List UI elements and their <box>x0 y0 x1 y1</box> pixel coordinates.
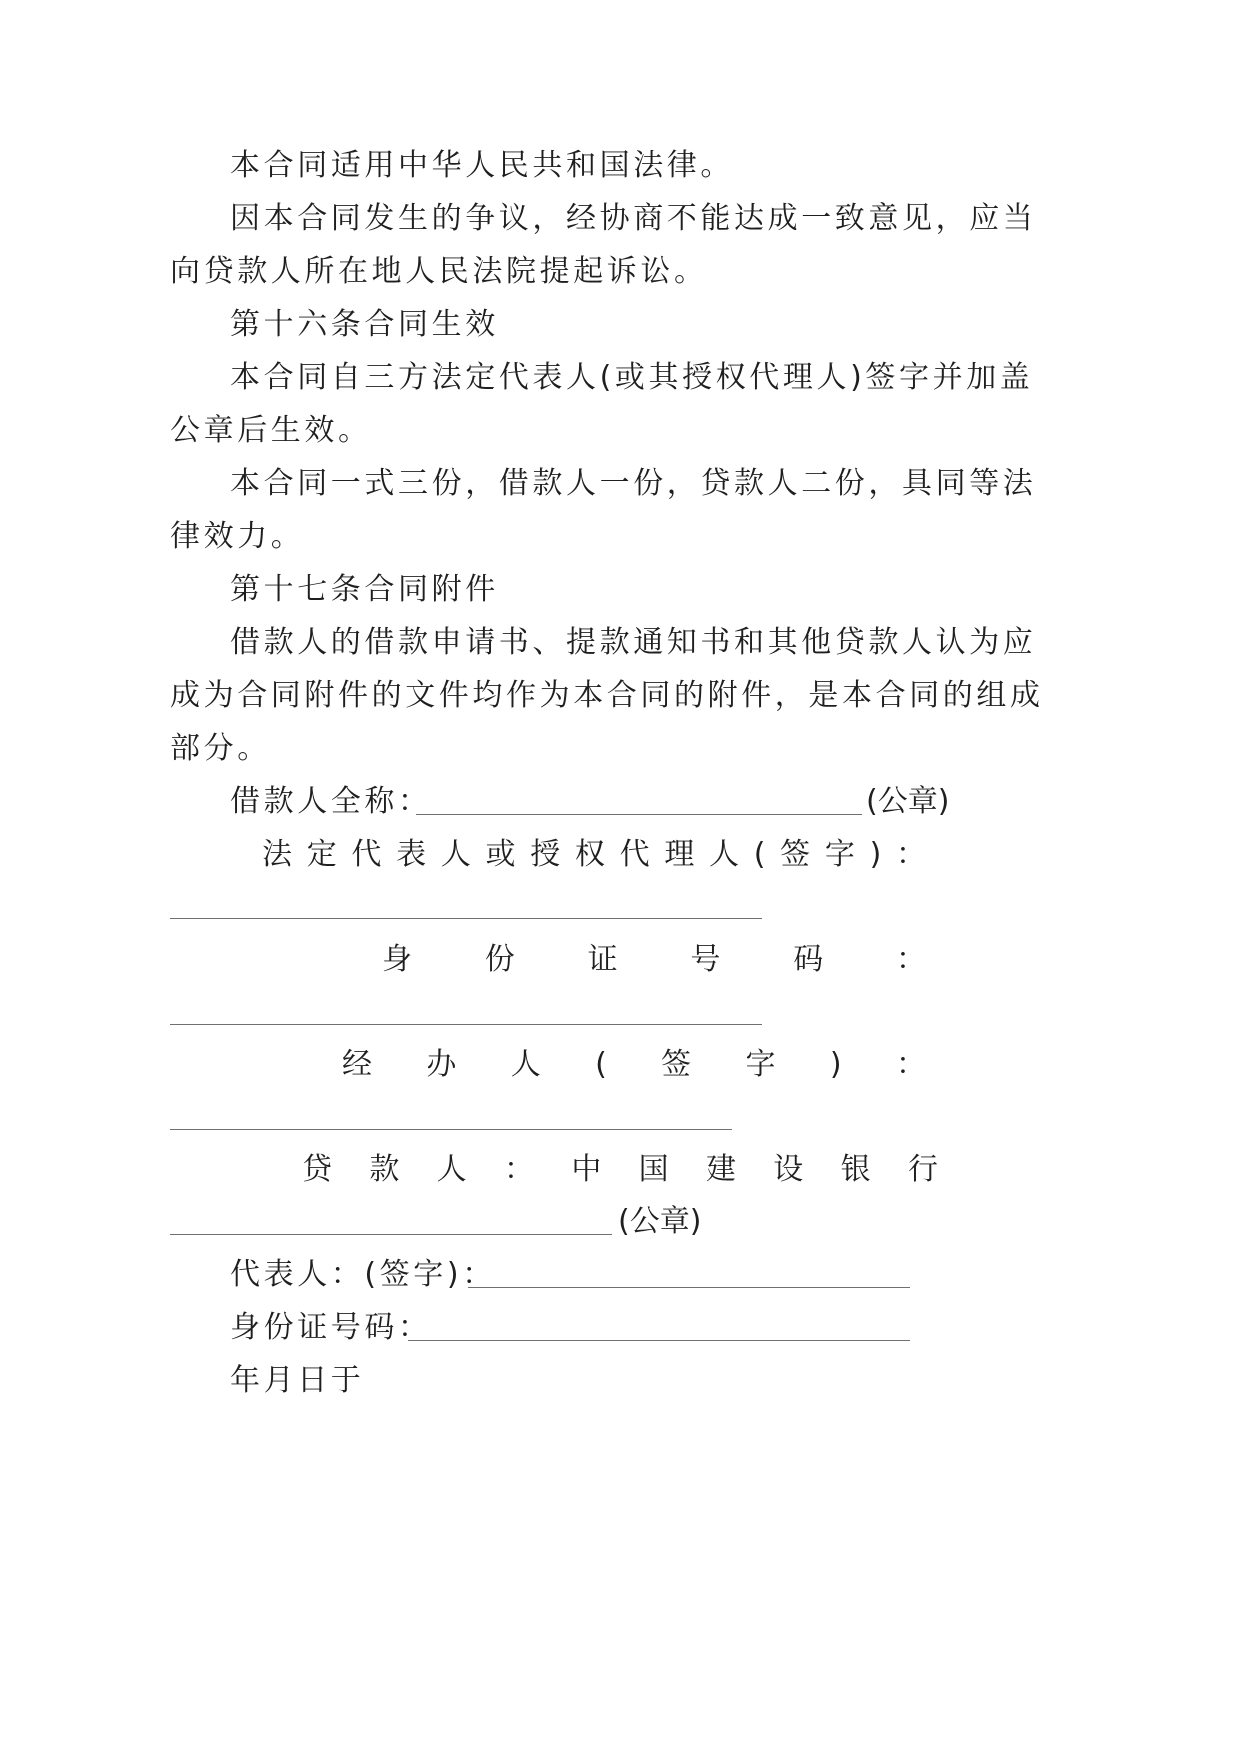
label-char: ( <box>595 1047 607 1082</box>
attachment-clause-line3: 部分。 <box>170 731 271 766</box>
label-char: 或 <box>485 837 516 872</box>
borrower-seal-label: (公章) <box>866 784 950 819</box>
label-char: 身 <box>382 942 412 977</box>
label-char: 人 <box>510 1047 541 1082</box>
handler-label <box>342 1047 926 1083</box>
label-char: ) <box>829 1047 842 1082</box>
representative-label: 代表人：(签字)： <box>230 1257 496 1292</box>
legal-rep-label <box>262 837 926 873</box>
label-char: 理 <box>664 837 695 872</box>
label-char: 签 <box>780 837 811 872</box>
label-char: 贷 <box>302 1152 332 1187</box>
borrower-name-label: 借款人全称： <box>230 784 432 819</box>
label-char: ： <box>895 837 926 872</box>
label-char: 字 <box>824 837 855 872</box>
label-char: 行 <box>907 1152 938 1187</box>
label-char: 权 <box>574 837 605 872</box>
lender-seal-label: (公章) <box>618 1204 702 1239</box>
label-char: ) <box>869 837 882 872</box>
label-char: ： <box>895 942 926 977</box>
dispute-clause-line2: 向贷款人所在地人民法院提起诉讼。 <box>170 254 708 289</box>
label-char: 份 <box>484 942 515 977</box>
attachment-clause-line1: 借款人的借款申请书、提款通知书和其他贷款人认为应 <box>230 625 1037 660</box>
legal-rep-blank <box>170 918 762 919</box>
label-char: 证 <box>587 942 618 977</box>
label-char: ： <box>503 1152 534 1187</box>
borrower-id-blank <box>170 1024 762 1025</box>
article-17-title: 第十七条合同附件 <box>230 572 499 607</box>
handler-blank <box>170 1129 732 1130</box>
effect-clause-line1: 本合同自三方法定代表人(或其授权代理人)签字并加盖 <box>230 360 1034 395</box>
law-clause: 本合同适用中华人民共和国法律。 <box>230 148 734 183</box>
label-char: 国 <box>638 1152 669 1187</box>
representative-id-label: 身份证号码： <box>230 1310 432 1345</box>
label-char: 办 <box>426 1047 457 1082</box>
copies-clause-line1: 本合同一式三份，借款人一份，贷款人二份，具同等法 <box>230 466 1037 501</box>
label-char: 人 <box>709 837 740 872</box>
borrower-name-blank <box>416 814 862 815</box>
label-char: 建 <box>705 1152 736 1187</box>
date-label: 年月日于 <box>230 1363 365 1398</box>
label-char: 中 <box>571 1152 602 1187</box>
label-char: 设 <box>773 1152 804 1187</box>
label-char: 签 <box>661 1047 692 1082</box>
label-char: 人 <box>436 1152 467 1187</box>
label-char: 定 <box>306 837 337 872</box>
label-char: 字 <box>745 1047 776 1082</box>
label-char: 款 <box>369 1152 400 1187</box>
label-char: 码 <box>793 942 824 977</box>
dispute-clause-line1: 因本合同发生的争议，经协商不能达成一致意见，应当 <box>230 201 1037 236</box>
article-16-title: 第十六条合同生效 <box>230 307 499 342</box>
label-char: 授 <box>530 837 561 872</box>
label-char: 代 <box>619 837 650 872</box>
effect-clause-line2: 公章后生效。 <box>170 413 372 448</box>
label-char: ( <box>753 837 766 872</box>
label-char: 号 <box>690 942 721 977</box>
lender-label <box>302 1152 938 1188</box>
borrower-id-label <box>382 942 926 978</box>
representative-id-blank <box>408 1340 910 1341</box>
label-char: 经 <box>342 1047 372 1082</box>
label-char: 银 <box>840 1152 871 1187</box>
attachment-clause-line2: 成为合同附件的文件均作为本合同的附件，是本合同的组成 <box>170 678 1044 713</box>
label-char: 人 <box>440 837 471 872</box>
label-char: ： <box>895 1047 926 1082</box>
label-char: 代 <box>351 837 382 872</box>
label-char: 法 <box>262 837 292 872</box>
copies-clause-line2: 律效力。 <box>170 519 305 554</box>
lender-name-blank <box>170 1234 612 1235</box>
label-char: 表 <box>396 837 427 872</box>
representative-blank <box>468 1287 910 1288</box>
